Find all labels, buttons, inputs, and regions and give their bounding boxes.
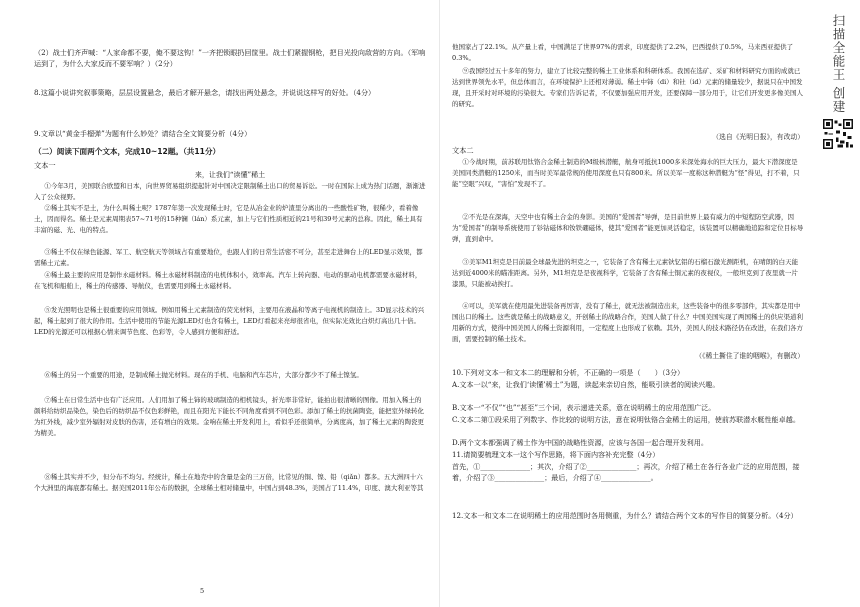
question-10-option-d: D.两个文本都强调了稀土作为中国的战略性资源，应该与各国一起合理开发利用。: [452, 438, 708, 447]
qr-code-icon: [823, 119, 853, 149]
text1-source: （选自《光明日报》，有改动）: [712, 133, 804, 141]
text1-para-1: ①今年3月，美国联合欧盟和日本，向世界贸易组织提起针对中国决定限制稀土出口的贸易诉讼。一时在国际上成为热门话题，渐渐进入了公众视野。: [34, 182, 426, 201]
section-2-heading: （二）阅读下面两个文本，完成10~12题。（共11分）: [34, 147, 221, 156]
text2-source: （《稀土撕住了谁的咽喉》，有删改）: [695, 352, 804, 360]
question-8: 8.这篇小说讲究叙事策略，层层设置悬念，最后才解开悬念，请找出两处悬念，并说说这样写的好处。（4分）: [34, 88, 376, 97]
question-12: 12.文本一和文本二在说明稀土的应用范围时各用侧重，为什么？请结合两个文本的写作目的简要分析。（4分）: [452, 511, 798, 520]
text1-para-4: ④稀土最主要的应用是制作永磁材料。稀土永磁材料制造的电机体积小，效率高。汽车上转向器、电动的驱动电机都需要永磁材料，在飞机和船舶上，稀土的传感器、导航仪，也需要用到稀土永磁材料。: [34, 271, 422, 290]
text2-para-2: ②不光是在深海，天空中也有稀土合金的身影。美国的“爱国者”导弹，是目前世界上最有威力的中短程防空武器，因为“爱国者”的制导系统使用了钐钴磁体和钕铁硼磁体，使其“爱国者”能更加灵活稳定，该装置可以精确地追踪和定位目标导弹，直到命中。: [452, 213, 804, 243]
question-10-option-c: C.文本二第①段采用了列数字、作比较的说明方法，意在说明钛铬合金稀土的运用，使前苏联潜水艇性能卓越。: [452, 415, 800, 424]
text1-para-6: ⑥稀土的另一个重要的用途，是制成稀土抛光材料。现在的手机、电脑和汽车芯片，大部分都少不了稀土镍氢。: [44, 371, 363, 379]
column-divider: [439, 0, 440, 607]
question-10: 10.下列对文本一和文本二的理解和分析，不正确的一项是（ ）（3分）: [452, 368, 685, 377]
question-10-option-a: A.文本一以“来，让我们‘读懂’稀土”为题，读起来亲切自然，能吸引读者的阅读兴趣。: [452, 380, 720, 389]
page-number: 5: [200, 587, 205, 595]
text1-para-2: ②稀土其实不是土，为什么叫稀土呢？1787年第一次发现稀土时，它是从冶金业的炉渣里分离出的一些酸性矿物，很稀少，看着像土，因而得名。稀土是元素周期表57~71号的15种镧（lán）系元素，加上与它们性质相近的21号和39号元素的总称。因此，稀土具有丰富的磁、光、电的特点。: [34, 204, 423, 234]
text1-para-7: ⑦稀土在日常生活中也有广泛应用。人们用加了稀土铈的玻璃制造的相机镜头，折光率非常好，能拍出很清晰的图像。用加入稀土的颜料给纺织品染色，染色后的纺织品不仅色彩鲜艳，而且在阳光下能长不同角度看到不同色彩。添加了稀土的抗菌陶瓷，能把室外绿转化为红外线，减少室外辐射对皮肤的伤害，还有增白的效果。金响在稀土开发利用上，看似乎还很简单，分离度高，加了稀土元素的陶瓷更为精美。: [34, 396, 424, 437]
scanner-watermark: [818, 14, 858, 174]
text2-para-1: ①今战时期，前苏联用钛铬合金稀土制造的M级核潜艇，航身可抵抗1000多米深处海水的巨大压力，最大下潜深度是美国同类潜艇的1250米，而当时美军最常规的使用深度也只有800米。所以美军一度称这种潜艇为“怪”得见，打不着，只能“空眼”兴叹，“害怕”发现不了。: [452, 158, 800, 188]
watermark-text: 扫描全能王 创建: [831, 14, 846, 114]
text2-para-4: ④可以，美军就在使用最先进装备再厉害，没有了稀土，就无法被制造出来，这些装备中的很多零部件，其实都是用中国出口的稀土。这些就是稀土的战略意义，开创稀土的战略合作，美国人做了什么？中国美国实现了两国稀土的供应渠道利用新的方式，使得中国美国人的稀土资源利用，一定程度上也形成了依赖。其外，美国人的技术路径仍在改进，在我们各方面，需要控制的稀土技术。: [452, 302, 803, 343]
question-11-fill-blanks: 首先，①______________；其次，介绍了②______________；再次，介绍了稀土在各行各业广泛的应用范围，接着，介绍了③______________；最后，介绍了④______________。: [452, 462, 800, 483]
question-7-part-2: （2）战士们齐声喊：“人家命都不要，俺不要这钩！”一齐把锁眼扔回筐里。战士们紧握钢枪，把目光投向敌营的方向。（军响运到了，为什么大家反而不要军响？）（2分）: [34, 48, 426, 69]
text1-title: 来，让我们“读懂”稀土: [194, 171, 266, 179]
question-10-option-b: B.文本一“不仅”“也”“甚至”三个词，表示递进关系，意在说明稀土的应用范围广泛。: [452, 403, 716, 412]
text1-para-9: ⑨我国经过五十多年的努力，建立了比较完整的稀土工业体系和科研体系。我国在选矿、采矿和材料研究方面的成就已达到世界领先水平，但总体而言，在环境保护上还相对薄弱。稀土中铈（di）和钍（id）元素的储量较少，据说只在中国发现，且开采时对环境的污染很大。专家们告诉记者，不仅要加强应用开发，还要保障一部分用于，让它们开发更多像美国人的研究。: [452, 67, 803, 108]
question-9: 9.文章以“黄金手榴弹”为题有什么妙处？请结合全文简要分析（4分）: [34, 129, 252, 138]
text1-para-8-continued: 他国家占了22.1%。从产量上看，中国满足了世界97%的需求，印度提供了2.2%，巴西提供了0.5%，马来西亚提供了0.3%。: [452, 43, 794, 62]
text1-para-8: ⑧稀土其实并不少，但分布不均匀。经统计，稀土在地壳中的含量是金的三万倍，比常见的铜、镍、铅（qiǎn）都多。五大洲四十六个大洲里的海底都有稀土。据美国2011年公布的数据，全球稀土相对储量中，中国占到48.3%，美国占了11.4%，印度、澳大利亚等其: [34, 473, 424, 492]
text1-para-3: ③稀土不仅在绿色能源、军工、航空航天等领域占有重要地位，也跟人们的日常生活密不可分，甚至走进舞台上的LED显示效果，都需稀土元素。: [34, 248, 423, 267]
text1-label: 文本一: [34, 161, 56, 170]
text2-label: 文本二: [452, 146, 474, 155]
question-11: 11.请简要梳理文本一这个写作思路，将下面内容补充完整（4分）: [452, 450, 660, 459]
text1-para-5: ⑤发光照明也是稀土很重要的应用领域。例如用稀土元素制造的荧光材料，主要用在液晶和等离子电视机的制造上。3D显示技术的兴起，稀土起到了很大的作用。生活中使用的节能光源LED灯也含有稀土，LED灯看起来亮却很省电，但实际光效比白炽灯高出几十倍。LED的光源还可以根据心情来调节色度、色彩等，令人感到方便和舒适。: [34, 306, 425, 336]
text2-para-3: ③美军M1坦克是目前最全球最先进的坦克之一，它装备了含有稀土元素钬钇铝的石榴石激光测距机，在晴朗的白天能达到近4000米的瞄准距离。另外，M1坦克是是夜视科学，它装备了含有稀土铜元素的夜视仪，一般坦克到了夜里就一片漆黑，只能被动挨打。: [452, 258, 799, 288]
